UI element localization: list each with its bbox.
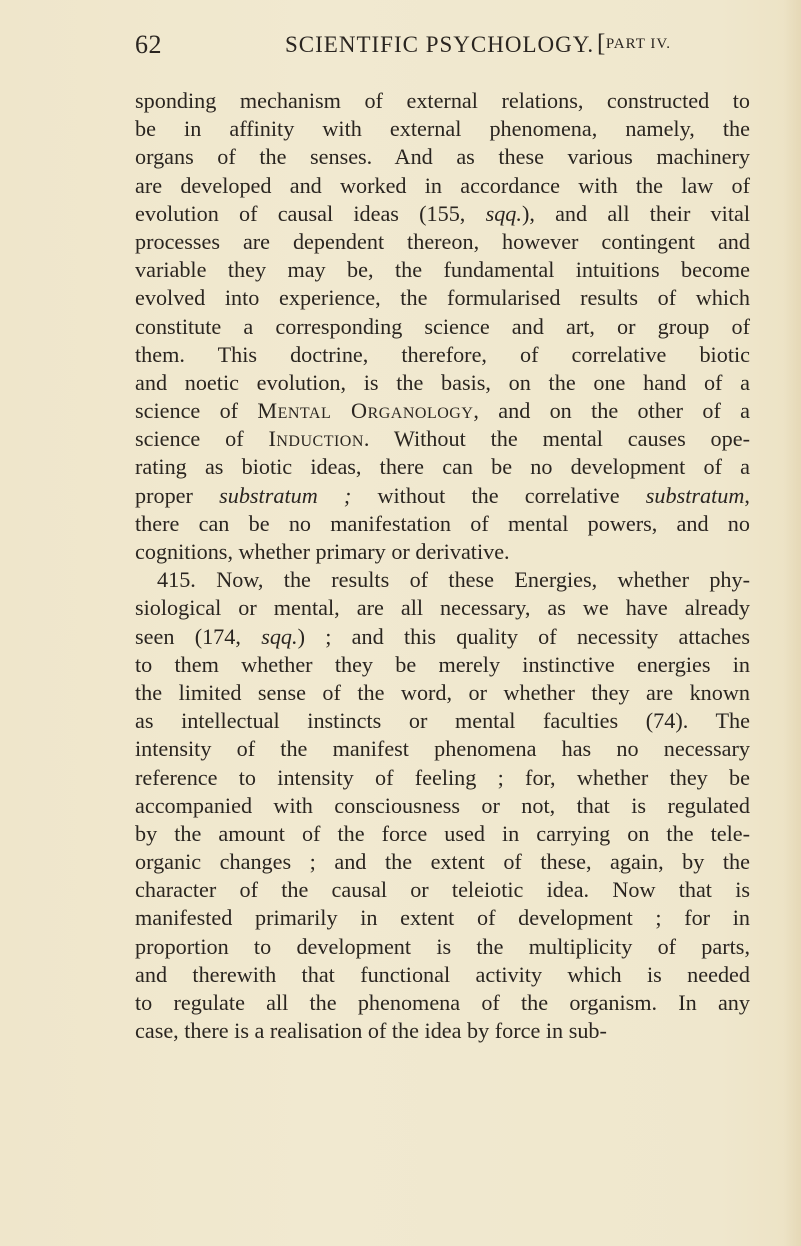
text-run: organic changes ; and the extent of these, again, by the <box>135 849 750 875</box>
text-run: rating as biotic ideas, there can be no development of a <box>135 454 750 480</box>
text-run: and therewith that functional activity which is needed <box>135 961 750 987</box>
text-line <box>135 538 750 566</box>
page-number: 62 <box>135 30 162 59</box>
small-caps-run: Mental Organology <box>257 398 474 424</box>
small-caps-run: Induction <box>268 426 364 452</box>
text-line <box>135 228 750 256</box>
part-label <box>597 30 671 58</box>
text-line <box>135 369 750 397</box>
text-run: them. This doctrine, therefore, of correlative biotic <box>135 341 750 367</box>
text-run: constitute a corresponding science and art, or group of <box>135 313 750 339</box>
text-line <box>135 200 750 228</box>
text-run: evolution of causal ideas (155, <box>135 200 486 226</box>
text-run: ) ; and this quality of necessity attaches <box>297 623 750 649</box>
text-run: evolved into experience, the formularised results of which <box>135 285 750 311</box>
text-line <box>135 707 750 735</box>
text-run: character of the causal or teleiotic idea. Now that is <box>135 877 750 903</box>
text-line <box>135 256 750 284</box>
text-line <box>135 284 750 312</box>
text-line <box>135 425 750 453</box>
text-run: reference to intensity of feeling ; for, whether they be <box>135 764 750 790</box>
text-run: science of <box>135 398 258 424</box>
text-run: ), and all their vital <box>521 200 750 226</box>
text-run: are developed and worked in accordance with the law of <box>135 172 750 198</box>
running-title: SCIENTIFIC PSYCHOLOGY. <box>285 32 595 57</box>
text-run: science of <box>135 426 269 452</box>
text-line <box>135 961 750 989</box>
text-run: without the correlative <box>351 482 646 508</box>
text-line <box>135 933 750 961</box>
text-line <box>135 594 750 622</box>
part-label-text: PART IV. <box>605 36 672 52</box>
text-line <box>135 1017 750 1045</box>
text-run: to regulate all the phenomena of the organism. In any <box>135 990 750 1015</box>
text-run: seen (174, <box>135 623 262 649</box>
text-run: manifested primarily in extent of development ; for in <box>135 905 750 931</box>
text-run: proportion to development is the multiplicity of parts, <box>135 933 750 959</box>
italic-run: sqq. <box>261 623 298 649</box>
text-run: and noetic evolution, is the basis, on the one hand of a <box>135 369 750 395</box>
text-line <box>135 143 750 171</box>
text-run: processes are dependent thereon, however contingent and <box>135 228 750 254</box>
text-line <box>135 87 750 115</box>
text-run: siological or mental, are all necessary, as we have already <box>135 595 750 621</box>
text-run: accompanied with consciousness or not, that is regulated <box>135 792 750 818</box>
text-line <box>135 115 750 143</box>
text-line <box>135 510 750 538</box>
text-line <box>135 820 750 848</box>
text-run: 415. Now, the results of these Energies, whether phy- <box>157 567 750 593</box>
body-text <box>135 87 750 1045</box>
text-run: organs of the senses. And as these various machinery <box>135 144 750 170</box>
text-line <box>135 397 750 425</box>
text-run: by the amount of the force used in carrying on the tele- <box>135 820 750 846</box>
text-run: proper <box>135 482 220 508</box>
text-run: , <box>744 482 750 508</box>
text-line <box>135 848 750 876</box>
part-bracket: [ <box>597 30 606 57</box>
italic-run: sqq. <box>485 200 522 226</box>
text-line <box>135 876 750 904</box>
italic-run: substratum ; <box>219 482 352 508</box>
text-run: as intellectual instincts or mental faculties (74). The <box>135 708 750 734</box>
text-line <box>135 453 750 481</box>
text-run: be in affinity with external phenomena, namely, the <box>135 116 750 142</box>
page-edge-shadow <box>783 0 801 1246</box>
text-line <box>135 735 750 763</box>
text-line <box>135 341 750 369</box>
italic-run: substratum <box>645 482 745 508</box>
text-line <box>135 172 750 200</box>
text-line <box>135 764 750 792</box>
text-line <box>135 989 750 1017</box>
text-run: . Without the mental causes ope- <box>363 426 750 452</box>
text-line <box>135 482 750 510</box>
text-line <box>135 313 750 341</box>
text-run: cognitions, whether primary or derivative. <box>135 539 510 564</box>
text-run: there can be no manifestation of mental powers, and no <box>135 510 750 536</box>
text-line <box>135 566 750 594</box>
text-line <box>135 904 750 932</box>
text-line <box>135 792 750 820</box>
text-run: intensity of the manifest phenomena has no necessary <box>135 736 750 762</box>
text-line <box>135 651 750 679</box>
text-run: , and on the other of a <box>473 398 750 424</box>
text-run: to them whether they be merely instinctive energies in <box>135 651 750 677</box>
page-header <box>135 30 745 70</box>
text-run: the limited sense of the word, or whether they are known <box>135 679 750 705</box>
text-run: variable they may be, the fundamental intuitions become <box>135 257 750 283</box>
text-run: sponding mechanism of external relations, constructed to <box>135 88 750 113</box>
text-line <box>135 679 750 707</box>
text-run: case, there is a realisation of the idea by force in sub- <box>135 1018 607 1044</box>
text-line <box>135 623 750 651</box>
